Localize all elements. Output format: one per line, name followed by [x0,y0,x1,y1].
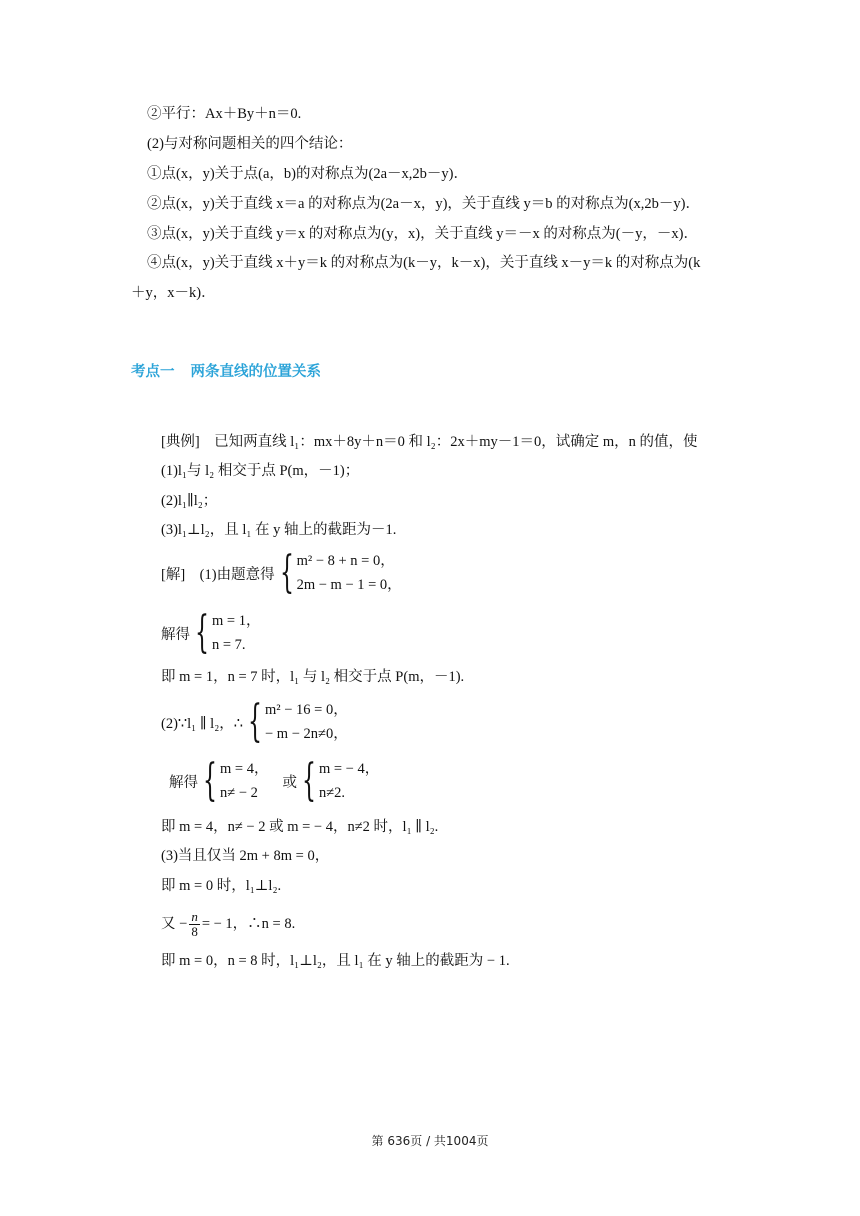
text-line: ①点(x，y)关于点(a，b)的对称点为(2a－x,2b－y)． [147,166,468,182]
text-line: ＋y，x－k)． [131,285,216,301]
text-line: ②平行：Ax＋By＋n＝0. [147,106,302,122]
text-line: (3)当且仅当 2m + 8m = 0， [161,848,330,864]
equation-system: [解] (1)由题意得 { m² − 8 + n = 0， 2m − m − 1 = 0， [161,547,402,598]
equation-system: 解得 { m = 4， n≠ − 2 或 { m = − 4， n≠2. [169,755,380,806]
example-line: (1)l₁与 l₂ 相交于点 P(m，－1)； [161,463,360,479]
text-line: (2)与对称问题相关的四个结论： [147,136,353,152]
text-line: ④点(x，y)关于直线 x＋y＝k 的对称点为(k－y，k－x)，关于直线 x－y＝k 的对称点为(k [147,255,701,271]
text-line: 即 m = 0 时，l₁⊥l₂. [161,878,282,894]
equation-system: (2)∵l₁ ∥ l₂，∴ { m² − 16 = 0， − m − 2n≠0， [161,696,348,747]
page-footer: 第 636页 / 共1004页 [371,1134,489,1148]
section-heading: 考点一 两条直线的位置关系 [131,364,321,380]
example-line: [典例] 已知两直线 l₁：mx＋8y＋n＝0 和 l₂：2x＋my－1＝0，试确定 m，n 的值，使 [161,434,698,450]
text-line: ②点(x，y)关于直线 x＝a 的对称点为(2a－x，y)，关于直线 y＝b 的对称点为(x,2b－y)． [147,196,700,212]
example-line: (3)l₁⊥l₂，且 l₁ 在 y 轴上的截距为－1. [161,522,397,538]
text-line: 即 m = 1，n = 7 时，l₁ 与 l₂ 相交于点 P(m，－1). [161,669,465,685]
equation-system: 解得 { m = 1， n = 7. [161,607,261,658]
example-line: (2)l₁∥l₂； [161,493,218,509]
text-line: 即 m = 4，n≠ − 2 或 m = − 4，n≠2 时，l₁ ∥ l₂. [161,819,439,835]
fraction-line: 又 − $\frac{n}{8}$ = − 1，∴n = 8. [161,909,296,940]
text-line: 即 m = 0，n = 8 时，l₁⊥l₂，且 l₁ 在 y 轴上的截距为 − 1. [161,953,510,969]
text-line: ③点(x，y)关于直线 y＝x 的对称点为(y，x)，关于直线 y＝－x 的对称点为(－y，－x)． [147,226,698,242]
